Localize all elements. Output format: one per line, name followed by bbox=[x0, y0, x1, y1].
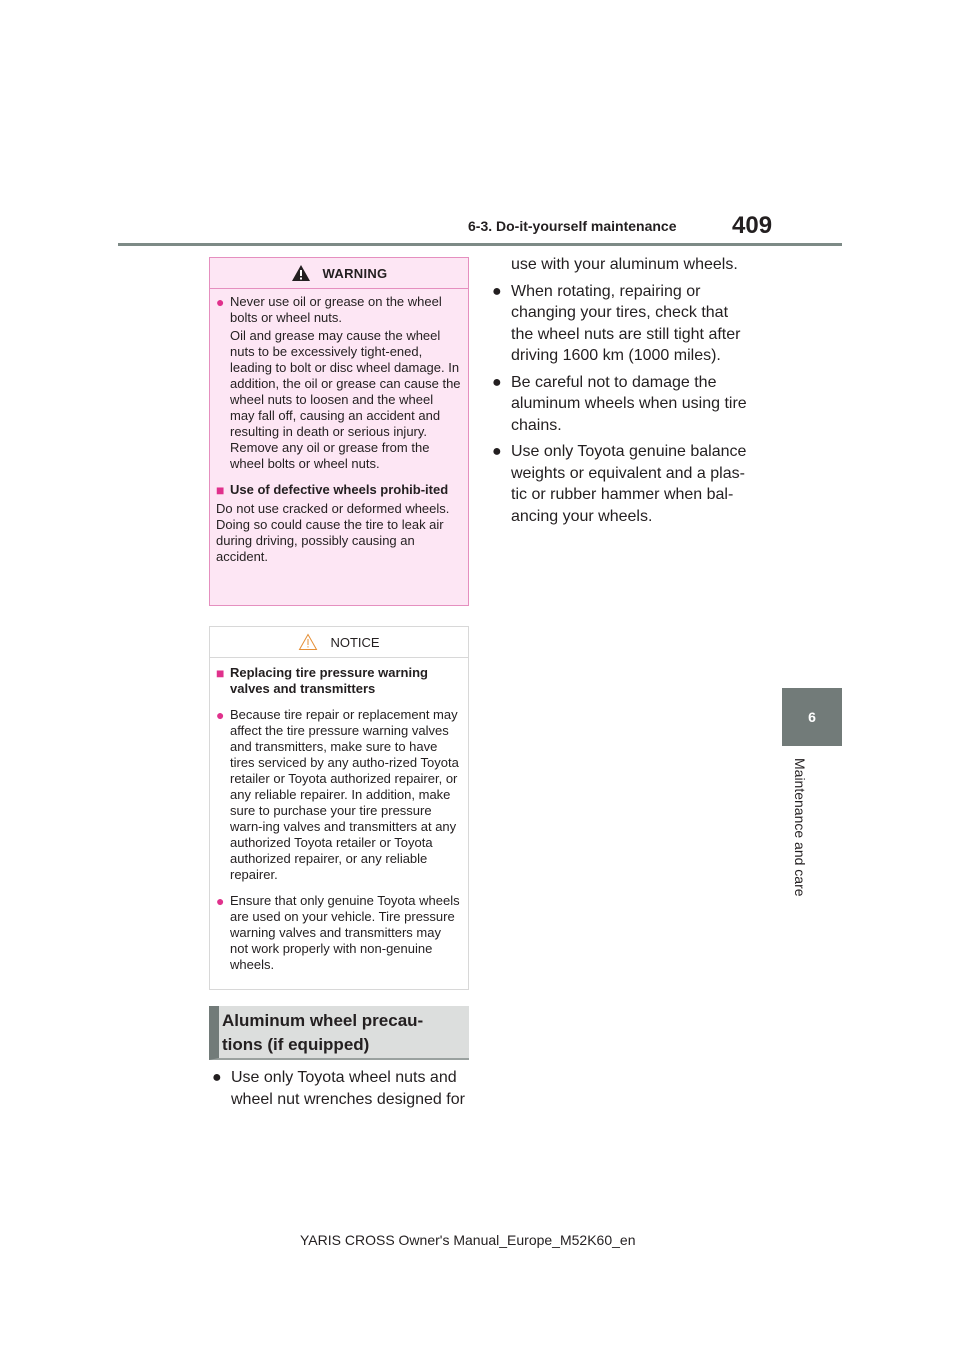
bullet-item bbox=[212, 1067, 470, 1110]
warning-header bbox=[210, 258, 468, 289]
warning-triangle-icon bbox=[291, 264, 311, 282]
notice-item-genuine bbox=[216, 893, 461, 973]
chapter-number: 6 bbox=[808, 709, 816, 725]
square-bullet-icon: ■ bbox=[216, 665, 225, 681]
page-number: 409 bbox=[732, 212, 773, 239]
bullet-text: Use only Toyota genuine balance weights or equivalent and a plas-tic or rubber hammer when bal-ancing your wheels. bbox=[511, 443, 747, 525]
notice-item-repair bbox=[216, 707, 461, 883]
chapter-title: Maintenance and care bbox=[792, 758, 808, 897]
notice-box bbox=[209, 626, 469, 990]
circle-bullet-icon: ● bbox=[216, 893, 225, 909]
bullet-text: Use only Toyota wheel nuts and wheel nut wrenches designed for bbox=[231, 1069, 465, 1108]
header-rule bbox=[118, 243, 842, 246]
bullet-dot-icon: ● bbox=[492, 282, 502, 300]
section-heading-line1: Aluminum wheel precau- bbox=[222, 1011, 424, 1030]
warning-item-oil bbox=[216, 294, 461, 326]
bullet-list-right bbox=[492, 254, 754, 527]
warning-box bbox=[209, 257, 469, 606]
bullet-text: Be careful not to damage the aluminum wheels when using tire chains. bbox=[511, 373, 747, 434]
warning-subhead-text: Use of defective wheels prohib-ited bbox=[230, 482, 449, 497]
warning-item-oil-detail bbox=[216, 328, 461, 472]
bullet-continuation: use with your aluminum wheels. bbox=[511, 256, 738, 273]
bullet-item bbox=[492, 441, 754, 527]
notice-item-text: Ensure that only genuine Toyota wheels are used on your vehicle. Tire pressure warning valves and transmitters may not work properly with non-genuine wheels. bbox=[230, 893, 460, 972]
warning-subhead-defective bbox=[216, 482, 461, 498]
bullet-dot-icon: ● bbox=[492, 443, 502, 460]
bullet-item bbox=[492, 372, 754, 437]
section-heading bbox=[209, 1006, 469, 1060]
notice-item-text: Because tire repair or replacement may affect the tire pressure warning valves and transmitters, make sure to have tires serviced by any autho-rized Toyota retailer or Toyota authorized repairer, or any reliable repairer. In addition, make sure to purchase your tire pressure warn-ing valves and transmitters at any authorized Toyota retailer or Toyota authorized repairer, or any reliable repairer. bbox=[230, 707, 459, 882]
square-bullet-icon: ■ bbox=[216, 482, 225, 498]
bullet-list-left bbox=[212, 1067, 470, 1110]
bullet-dot-icon: ● bbox=[212, 1069, 222, 1086]
caution-triangle-icon bbox=[298, 633, 318, 651]
warning-item-text: Oil and grease may cause the wheel nuts to be excessively tight-ened, leading to bolt or disc wheel damage. In addition, the oil or grease can cause the wheel nuts to loosen and the wheel may fall off, causing an accident and resulting in death or serious injury. Remove any oil or grease from the wheel bolts or wheel nuts. bbox=[230, 328, 461, 471]
section-title: 6-3. Do-it-yourself maintenance bbox=[468, 218, 677, 234]
chapter-tab bbox=[782, 688, 842, 746]
section-heading-line2: tions (if equipped) bbox=[222, 1035, 370, 1054]
notice-subhead-text: Replacing tire pressure warning valves and transmitters bbox=[230, 665, 428, 696]
bullet-text: When rotating, repairing or changing your tires, check that the wheel nuts are still tight after driving 1600 km (1000 miles). bbox=[511, 282, 741, 364]
circle-bullet-icon: ● bbox=[216, 294, 225, 310]
notice-header bbox=[210, 627, 468, 658]
bullet-item bbox=[492, 281, 754, 367]
footer-text: YARIS CROSS Owner's Manual_Europe_M52K60_en bbox=[300, 1232, 636, 1248]
warning-item-defective-text: Do not use cracked or deformed wheels. Doing so could cause the tire to leak air during driving, possibly causing an accident. bbox=[216, 501, 450, 564]
bullet-dot-icon: ● bbox=[492, 373, 502, 391]
warning-item-text: Never use oil or grease on the wheel bolts or wheel nuts. bbox=[230, 294, 442, 325]
warning-title: WARNING bbox=[322, 265, 388, 281]
notice-subhead-valves bbox=[216, 665, 461, 697]
circle-bullet-icon: ● bbox=[216, 707, 225, 723]
notice-title: NOTICE bbox=[330, 634, 380, 650]
